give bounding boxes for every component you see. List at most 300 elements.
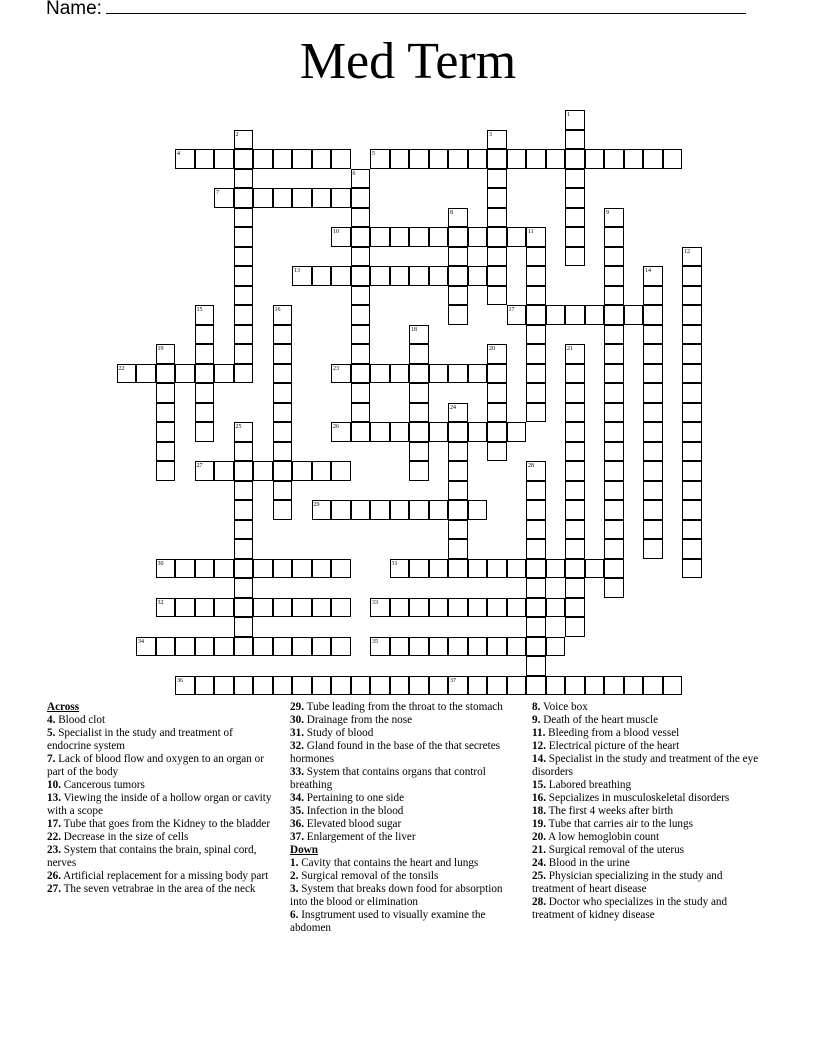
grid-cell[interactable] <box>565 130 585 150</box>
grid-cell[interactable] <box>156 383 176 403</box>
grid-cell[interactable] <box>273 461 293 481</box>
grid-cell[interactable] <box>234 520 254 540</box>
grid-cell[interactable] <box>546 305 566 325</box>
grid-cell[interactable] <box>156 364 176 384</box>
grid-cell[interactable] <box>448 676 468 696</box>
grid-cell[interactable] <box>565 559 585 579</box>
grid-cell[interactable] <box>351 169 371 189</box>
grid-cell[interactable] <box>507 227 527 247</box>
grid-cell[interactable] <box>565 481 585 501</box>
grid-cell[interactable] <box>351 403 371 423</box>
grid-cell[interactable] <box>682 520 702 540</box>
grid-cell[interactable] <box>253 559 273 579</box>
grid-cell[interactable] <box>526 149 546 169</box>
grid-cell[interactable] <box>565 208 585 228</box>
grid-cell[interactable] <box>234 637 254 657</box>
grid-cell[interactable] <box>234 227 254 247</box>
grid-cell[interactable] <box>546 598 566 618</box>
grid-cell[interactable] <box>195 149 215 169</box>
grid-cell[interactable] <box>331 266 351 286</box>
grid-cell[interactable] <box>312 188 332 208</box>
grid-cell[interactable] <box>487 286 507 306</box>
grid-cell[interactable] <box>468 500 488 520</box>
grid-cell[interactable] <box>234 481 254 501</box>
grid-cell[interactable] <box>429 637 449 657</box>
grid-cell[interactable] <box>351 227 371 247</box>
grid-cell[interactable] <box>195 364 215 384</box>
grid-cell[interactable] <box>234 208 254 228</box>
grid-cell[interactable] <box>273 481 293 501</box>
grid-cell[interactable] <box>448 149 468 169</box>
grid-cell[interactable] <box>370 364 390 384</box>
grid-cell[interactable] <box>448 403 468 423</box>
grid-cell[interactable] <box>351 383 371 403</box>
grid-cell[interactable] <box>565 169 585 189</box>
grid-cell[interactable] <box>175 637 195 657</box>
grid-cell[interactable] <box>273 559 293 579</box>
grid-cell[interactable] <box>175 676 195 696</box>
grid-cell[interactable] <box>175 364 195 384</box>
grid-cell[interactable] <box>526 461 546 481</box>
grid-cell[interactable] <box>487 208 507 228</box>
grid-cell[interactable] <box>409 227 429 247</box>
grid-cell[interactable] <box>390 364 410 384</box>
grid-cell[interactable] <box>643 403 663 423</box>
grid-cell[interactable] <box>448 266 468 286</box>
grid-cell[interactable] <box>409 364 429 384</box>
grid-cell[interactable] <box>312 149 332 169</box>
grid-cell[interactable] <box>604 266 624 286</box>
grid-cell[interactable] <box>565 617 585 637</box>
grid-cell[interactable] <box>409 325 429 345</box>
grid-cell[interactable] <box>468 676 488 696</box>
grid-cell[interactable] <box>156 442 176 462</box>
grid-cell[interactable] <box>312 461 332 481</box>
grid-cell[interactable] <box>565 676 585 696</box>
grid-cell[interactable] <box>448 442 468 462</box>
grid-cell[interactable] <box>214 559 234 579</box>
grid-cell[interactable] <box>331 461 351 481</box>
grid-cell[interactable] <box>468 266 488 286</box>
grid-cell[interactable] <box>643 286 663 306</box>
grid-cell[interactable] <box>273 422 293 442</box>
grid-cell[interactable] <box>390 559 410 579</box>
grid-cell[interactable] <box>643 520 663 540</box>
grid-cell[interactable] <box>156 559 176 579</box>
grid-cell[interactable] <box>234 149 254 169</box>
grid-cell[interactable] <box>604 325 624 345</box>
grid-cell[interactable] <box>682 344 702 364</box>
grid-cell[interactable] <box>448 559 468 579</box>
grid-cell[interactable] <box>682 461 702 481</box>
grid-cell[interactable] <box>682 481 702 501</box>
grid-cell[interactable] <box>195 676 215 696</box>
grid-cell[interactable] <box>448 500 468 520</box>
grid-cell[interactable] <box>468 149 488 169</box>
grid-cell[interactable] <box>273 403 293 423</box>
grid-cell[interactable] <box>682 325 702 345</box>
grid-cell[interactable] <box>409 383 429 403</box>
grid-cell[interactable] <box>292 559 312 579</box>
grid-cell[interactable] <box>253 676 273 696</box>
grid-cell[interactable] <box>234 169 254 189</box>
grid-cell[interactable] <box>507 676 527 696</box>
grid-cell[interactable] <box>643 676 663 696</box>
grid-cell[interactable] <box>156 344 176 364</box>
grid-cell[interactable] <box>663 149 683 169</box>
grid-cell[interactable] <box>253 598 273 618</box>
grid-cell[interactable] <box>234 422 254 442</box>
grid-cell[interactable] <box>526 578 546 598</box>
grid-cell[interactable] <box>273 598 293 618</box>
grid-cell[interactable] <box>468 637 488 657</box>
grid-cell[interactable] <box>682 247 702 267</box>
grid-cell[interactable] <box>429 676 449 696</box>
grid-cell[interactable] <box>409 598 429 618</box>
grid-cell[interactable] <box>604 305 624 325</box>
grid-cell[interactable] <box>234 578 254 598</box>
grid-cell[interactable] <box>487 344 507 364</box>
grid-cell[interactable] <box>331 637 351 657</box>
grid-cell[interactable] <box>292 266 312 286</box>
grid-cell[interactable] <box>390 598 410 618</box>
grid-cell[interactable] <box>565 364 585 384</box>
grid-cell[interactable] <box>565 110 585 130</box>
grid-cell[interactable] <box>195 325 215 345</box>
grid-cell[interactable] <box>234 442 254 462</box>
grid-cell[interactable] <box>604 227 624 247</box>
grid-cell[interactable] <box>292 461 312 481</box>
grid-cell[interactable] <box>234 461 254 481</box>
grid-cell[interactable] <box>273 305 293 325</box>
grid-cell[interactable] <box>292 676 312 696</box>
grid-cell[interactable] <box>312 500 332 520</box>
grid-cell[interactable] <box>331 364 351 384</box>
grid-cell[interactable] <box>643 266 663 286</box>
grid-cell[interactable] <box>448 227 468 247</box>
grid-cell[interactable] <box>331 227 351 247</box>
grid-cell[interactable] <box>312 598 332 618</box>
grid-cell[interactable] <box>682 383 702 403</box>
grid-cell[interactable] <box>253 149 273 169</box>
grid-cell[interactable] <box>273 637 293 657</box>
grid-cell[interactable] <box>526 364 546 384</box>
grid-cell[interactable] <box>429 149 449 169</box>
grid-cell[interactable] <box>487 169 507 189</box>
grid-cell[interactable] <box>234 364 254 384</box>
grid-cell[interactable] <box>682 364 702 384</box>
grid-cell[interactable] <box>604 481 624 501</box>
grid-cell[interactable] <box>526 520 546 540</box>
grid-cell[interactable] <box>604 422 624 442</box>
grid-cell[interactable] <box>448 637 468 657</box>
grid-cell[interactable] <box>409 422 429 442</box>
grid-cell[interactable] <box>507 598 527 618</box>
grid-cell[interactable] <box>643 481 663 501</box>
grid-cell[interactable] <box>234 188 254 208</box>
grid-cell[interactable] <box>604 520 624 540</box>
grid-cell[interactable] <box>468 559 488 579</box>
grid-cell[interactable] <box>273 149 293 169</box>
grid-cell[interactable] <box>604 500 624 520</box>
grid-cell[interactable] <box>604 344 624 364</box>
grid-cell[interactable] <box>468 598 488 618</box>
grid-cell[interactable] <box>370 637 390 657</box>
grid-cell[interactable] <box>643 325 663 345</box>
grid-cell[interactable] <box>604 149 624 169</box>
grid-cell[interactable] <box>585 559 605 579</box>
grid-cell[interactable] <box>195 559 215 579</box>
grid-cell[interactable] <box>312 637 332 657</box>
grid-cell[interactable] <box>487 676 507 696</box>
grid-cell[interactable] <box>448 422 468 442</box>
grid-cell[interactable] <box>487 247 507 267</box>
grid-cell[interactable] <box>312 559 332 579</box>
grid-cell[interactable] <box>136 637 156 657</box>
grid-cell[interactable] <box>429 364 449 384</box>
grid-cell[interactable] <box>351 422 371 442</box>
grid-cell[interactable] <box>390 676 410 696</box>
grid-cell[interactable] <box>682 500 702 520</box>
grid-cell[interactable] <box>175 559 195 579</box>
grid-cell[interactable] <box>331 676 351 696</box>
grid-cell[interactable] <box>351 364 371 384</box>
grid-cell[interactable] <box>468 364 488 384</box>
grid-cell[interactable] <box>526 383 546 403</box>
grid-cell[interactable] <box>565 227 585 247</box>
grid-cell[interactable] <box>526 598 546 618</box>
grid-cell[interactable] <box>643 149 663 169</box>
grid-cell[interactable] <box>565 520 585 540</box>
grid-cell[interactable] <box>351 305 371 325</box>
grid-cell[interactable] <box>409 559 429 579</box>
grid-cell[interactable] <box>117 364 137 384</box>
grid-cell[interactable] <box>409 442 429 462</box>
grid-cell[interactable] <box>273 364 293 384</box>
grid-cell[interactable] <box>331 559 351 579</box>
grid-cell[interactable] <box>643 461 663 481</box>
grid-cell[interactable] <box>448 481 468 501</box>
grid-cell[interactable] <box>585 676 605 696</box>
grid-cell[interactable] <box>351 188 371 208</box>
grid-cell[interactable] <box>448 539 468 559</box>
grid-cell[interactable] <box>565 461 585 481</box>
grid-cell[interactable] <box>234 325 254 345</box>
grid-cell[interactable] <box>643 344 663 364</box>
grid-cell[interactable] <box>565 578 585 598</box>
grid-cell[interactable] <box>487 598 507 618</box>
grid-cell[interactable] <box>214 676 234 696</box>
grid-cell[interactable] <box>643 305 663 325</box>
grid-cell[interactable] <box>390 149 410 169</box>
grid-cell[interactable] <box>409 344 429 364</box>
grid-cell[interactable] <box>526 403 546 423</box>
grid-cell[interactable] <box>370 266 390 286</box>
grid-cell[interactable] <box>565 598 585 618</box>
grid-cell[interactable] <box>370 500 390 520</box>
grid-cell[interactable] <box>507 559 527 579</box>
grid-cell[interactable] <box>448 598 468 618</box>
grid-cell[interactable] <box>448 305 468 325</box>
grid-cell[interactable] <box>273 676 293 696</box>
grid-cell[interactable] <box>604 383 624 403</box>
grid-cell[interactable] <box>468 227 488 247</box>
grid-cell[interactable] <box>507 305 527 325</box>
grid-cell[interactable] <box>156 598 176 618</box>
grid-cell[interactable] <box>234 305 254 325</box>
grid-cell[interactable] <box>604 539 624 559</box>
grid-cell[interactable] <box>682 286 702 306</box>
grid-cell[interactable] <box>370 598 390 618</box>
grid-cell[interactable] <box>409 403 429 423</box>
grid-cell[interactable] <box>409 149 429 169</box>
grid-cell[interactable] <box>156 422 176 442</box>
grid-cell[interactable] <box>565 149 585 169</box>
grid-cell[interactable] <box>409 461 429 481</box>
grid-cell[interactable] <box>565 442 585 462</box>
grid-cell[interactable] <box>195 598 215 618</box>
grid-cell[interactable] <box>526 539 546 559</box>
grid-cell[interactable] <box>487 383 507 403</box>
grid-cell[interactable] <box>604 578 624 598</box>
grid-cell[interactable] <box>331 598 351 618</box>
grid-cell[interactable] <box>253 461 273 481</box>
grid-cell[interactable] <box>565 247 585 267</box>
grid-cell[interactable] <box>526 266 546 286</box>
grid-cell[interactable] <box>682 559 702 579</box>
grid-cell[interactable] <box>234 617 254 637</box>
grid-cell[interactable] <box>604 208 624 228</box>
grid-cell[interactable] <box>351 286 371 306</box>
grid-cell[interactable] <box>273 383 293 403</box>
grid-cell[interactable] <box>643 539 663 559</box>
grid-cell[interactable] <box>526 286 546 306</box>
grid-cell[interactable] <box>487 227 507 247</box>
grid-cell[interactable] <box>565 305 585 325</box>
grid-cell[interactable] <box>526 559 546 579</box>
grid-cell[interactable] <box>351 344 371 364</box>
grid-cell[interactable] <box>604 403 624 423</box>
grid-cell[interactable] <box>682 539 702 559</box>
grid-cell[interactable] <box>546 637 566 657</box>
grid-cell[interactable] <box>253 637 273 657</box>
grid-cell[interactable] <box>195 344 215 364</box>
grid-cell[interactable] <box>156 403 176 423</box>
grid-cell[interactable] <box>351 325 371 345</box>
grid-cell[interactable] <box>546 149 566 169</box>
grid-cell[interactable] <box>273 325 293 345</box>
grid-cell[interactable] <box>526 325 546 345</box>
grid-cell[interactable] <box>604 559 624 579</box>
grid-cell[interactable] <box>409 500 429 520</box>
grid-cell[interactable] <box>273 442 293 462</box>
grid-cell[interactable] <box>175 149 195 169</box>
grid-cell[interactable] <box>604 286 624 306</box>
grid-cell[interactable] <box>448 461 468 481</box>
grid-cell[interactable] <box>429 422 449 442</box>
grid-cell[interactable] <box>487 442 507 462</box>
grid-cell[interactable] <box>448 520 468 540</box>
grid-cell[interactable] <box>234 598 254 618</box>
grid-cell[interactable] <box>429 227 449 247</box>
grid-cell[interactable] <box>273 500 293 520</box>
grid-cell[interactable] <box>507 149 527 169</box>
grid-cell[interactable] <box>507 422 527 442</box>
grid-cell[interactable] <box>487 188 507 208</box>
grid-cell[interactable] <box>448 364 468 384</box>
grid-cell[interactable] <box>507 637 527 657</box>
grid-cell[interactable] <box>234 539 254 559</box>
grid-cell[interactable] <box>526 227 546 247</box>
grid-cell[interactable] <box>370 227 390 247</box>
grid-cell[interactable] <box>234 130 254 150</box>
grid-cell[interactable] <box>663 676 683 696</box>
grid-cell[interactable] <box>234 266 254 286</box>
grid-cell[interactable] <box>429 559 449 579</box>
grid-cell[interactable] <box>312 676 332 696</box>
grid-cell[interactable] <box>682 442 702 462</box>
grid-cell[interactable] <box>370 149 390 169</box>
grid-cell[interactable] <box>448 286 468 306</box>
grid-cell[interactable] <box>390 227 410 247</box>
grid-cell[interactable] <box>195 383 215 403</box>
grid-cell[interactable] <box>565 500 585 520</box>
grid-cell[interactable] <box>604 247 624 267</box>
grid-cell[interactable] <box>682 305 702 325</box>
grid-cell[interactable] <box>546 559 566 579</box>
grid-cell[interactable] <box>604 461 624 481</box>
grid-cell[interactable] <box>585 305 605 325</box>
grid-cell[interactable] <box>624 305 644 325</box>
grid-cell[interactable] <box>565 188 585 208</box>
grid-cell[interactable] <box>565 344 585 364</box>
grid-cell[interactable] <box>546 676 566 696</box>
grid-cell[interactable] <box>195 305 215 325</box>
grid-cell[interactable] <box>526 305 546 325</box>
grid-cell[interactable] <box>214 364 234 384</box>
grid-cell[interactable] <box>253 188 273 208</box>
grid-cell[interactable] <box>526 656 546 676</box>
grid-cell[interactable] <box>195 422 215 442</box>
grid-cell[interactable] <box>234 344 254 364</box>
grid-cell[interactable] <box>448 247 468 267</box>
grid-cell[interactable] <box>604 442 624 462</box>
grid-cell[interactable] <box>214 598 234 618</box>
grid-cell[interactable] <box>429 598 449 618</box>
grid-cell[interactable] <box>156 637 176 657</box>
grid-cell[interactable] <box>448 208 468 228</box>
grid-cell[interactable] <box>585 149 605 169</box>
grid-cell[interactable] <box>331 500 351 520</box>
grid-cell[interactable] <box>136 364 156 384</box>
grid-cell[interactable] <box>331 188 351 208</box>
grid-cell[interactable] <box>214 461 234 481</box>
grid-cell[interactable] <box>526 500 546 520</box>
grid-cell[interactable] <box>487 364 507 384</box>
grid-cell[interactable] <box>195 637 215 657</box>
grid-cell[interactable] <box>487 559 507 579</box>
grid-cell[interactable] <box>234 559 254 579</box>
grid-cell[interactable] <box>234 247 254 267</box>
grid-cell[interactable] <box>643 442 663 462</box>
grid-cell[interactable] <box>390 500 410 520</box>
grid-cell[interactable] <box>351 266 371 286</box>
grid-cell[interactable] <box>331 422 351 442</box>
grid-cell[interactable] <box>351 247 371 267</box>
grid-cell[interactable] <box>429 500 449 520</box>
grid-cell[interactable] <box>234 676 254 696</box>
grid-cell[interactable] <box>195 461 215 481</box>
